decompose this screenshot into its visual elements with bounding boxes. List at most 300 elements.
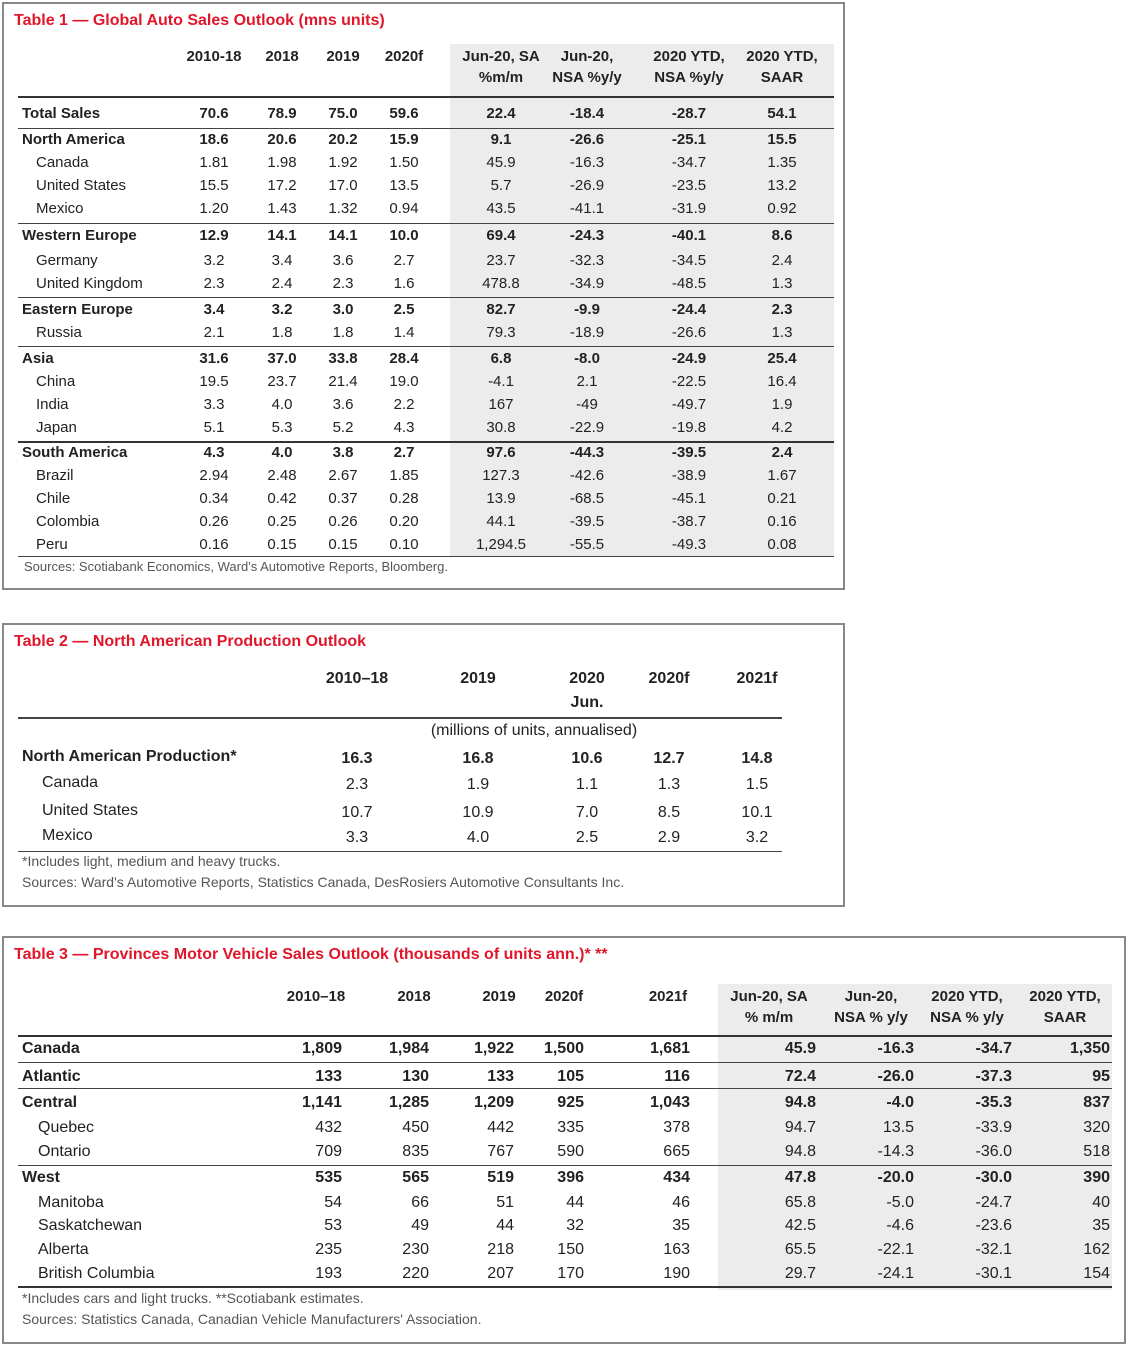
table-cell: -34.9	[569, 275, 605, 292]
t1-col-header: 2019	[326, 48, 360, 65]
table-cell: 2.3	[203, 275, 225, 292]
table-cell: 40	[1092, 1194, 1110, 1211]
table-cell: 170	[557, 1265, 584, 1282]
table-cell: 4.3	[393, 419, 415, 436]
table-cell: 320	[1083, 1119, 1110, 1136]
table-cell: 0.94	[389, 200, 419, 217]
table-cell: -26.9	[569, 177, 605, 194]
table-cell: 390	[1083, 1169, 1110, 1186]
t3-col-header: 2021f	[648, 988, 688, 1005]
table-cell: 21.4	[328, 373, 358, 390]
table-cell: 5.2	[332, 419, 354, 436]
table-cell: 54	[324, 1194, 342, 1211]
table-cell: 70.6	[199, 105, 229, 122]
table-cell: 193	[315, 1265, 342, 1282]
table-cell: 0.15	[267, 536, 297, 553]
table-cell: 1.92	[328, 154, 358, 171]
table-1-source: Sources: Scotiabank Economics, Ward's Automotive Reports, Bloomberg.	[24, 559, 448, 574]
table-cell: 18.6	[199, 131, 229, 148]
table-cell: 51	[496, 1194, 514, 1211]
table-cell: 42.5	[784, 1217, 816, 1234]
table-cell: 5.3	[271, 419, 293, 436]
table-cell: -49.3	[671, 536, 707, 553]
table-cell: 1,500	[543, 1040, 584, 1057]
table-cell: 207	[487, 1265, 514, 1282]
table-cell: 665	[663, 1143, 690, 1160]
table-cell: 1.6	[393, 275, 415, 292]
table-cell: 0.25	[267, 513, 297, 530]
row-label: Brazil	[36, 467, 74, 484]
t1-col-header: 2010-18	[186, 48, 242, 65]
table-cell: -14.3	[877, 1143, 914, 1160]
table-cell: 1.20	[199, 200, 229, 217]
row-label: Japan	[36, 419, 77, 436]
table-cell: 1.8	[332, 324, 354, 341]
table-cell: 30.8	[486, 419, 516, 436]
table-cell: 8.6	[771, 227, 793, 244]
table-cell: 82.7	[486, 301, 516, 318]
table-cell: 15.9	[389, 131, 419, 148]
table-cell: -31.9	[671, 200, 707, 217]
t3-col-header: Jun-20, NSA % y/y	[834, 988, 908, 1026]
table-cell: 0.92	[767, 200, 797, 217]
table-cell: 235	[315, 1241, 342, 1258]
table-cell: 434	[663, 1169, 690, 1186]
table-cell: 230	[402, 1241, 429, 1258]
table-cell: 565	[402, 1169, 429, 1186]
table-cell: -9.9	[574, 301, 600, 318]
table-cell: -18.4	[569, 105, 605, 122]
row-label: Canada	[22, 1040, 80, 1057]
table-cell: 1.3	[771, 324, 793, 341]
table-cell: 12.7	[653, 750, 685, 767]
t3-col-header: 2010–18	[286, 988, 346, 1005]
table-cell: 14.8	[741, 750, 773, 767]
t2-col-header: 2020 Jun.	[569, 670, 605, 711]
table-cell: 19.0	[389, 373, 419, 390]
table-cell: 0.08	[767, 536, 797, 553]
table-cell: -25.1	[671, 131, 707, 148]
row-label: Peru	[36, 536, 68, 553]
table-cell: 23.7	[267, 373, 297, 390]
table-cell: -34.7	[975, 1040, 1012, 1057]
t3-col-header: 2019	[482, 988, 516, 1005]
t3-col-header: Jun-20, SA % m/m	[730, 988, 808, 1026]
table-cell: 190	[663, 1265, 690, 1282]
table-cell: 2.4	[271, 275, 293, 292]
table-cell: 65.8	[784, 1194, 816, 1211]
table-cell: 0.26	[199, 513, 229, 530]
table-cell: 432	[315, 1119, 342, 1136]
table-cell: 0.34	[199, 490, 229, 507]
table-cell: 1.50	[389, 154, 419, 171]
table-cell: 17.0	[328, 177, 358, 194]
table-2-note: *Includes light, medium and heavy trucks.	[22, 853, 281, 869]
table-cell: 65.5	[784, 1241, 816, 1258]
table-cell: 6.8	[490, 350, 512, 367]
table-cell: 1,043	[649, 1094, 690, 1111]
table-cell: -4.0	[886, 1094, 914, 1111]
table-cell: 2.48	[267, 467, 297, 484]
table-cell: 478.8	[482, 275, 520, 292]
table-cell: 25.4	[767, 350, 797, 367]
table-cell: 3.6	[332, 396, 354, 413]
table-1-title: Table 1 — Global Auto Sales Outlook (mns units)	[14, 12, 385, 29]
row-label: Canada	[42, 774, 99, 791]
row-divider	[18, 223, 834, 224]
table-cell: 3.3	[345, 829, 369, 846]
table-cell: -24.4	[671, 301, 707, 318]
table-cell: 35	[672, 1217, 690, 1234]
row-label: British Columbia	[38, 1265, 155, 1282]
table-cell: 59.6	[389, 105, 419, 122]
table-cell: 16.8	[462, 750, 494, 767]
table-cell: 2.1	[203, 324, 225, 341]
table-cell: 1,984	[388, 1040, 429, 1057]
row-divider	[18, 1286, 1112, 1288]
table-cell: -30.1	[975, 1265, 1012, 1282]
row-label: Saskatchewan	[38, 1217, 143, 1234]
table-cell: 2.7	[393, 444, 415, 461]
table-cell: 79.3	[486, 324, 516, 341]
table-cell: 3.0	[332, 301, 354, 318]
table-cell: 8.5	[657, 804, 681, 821]
table-cell: 709	[315, 1143, 342, 1160]
table-cell: 47.8	[784, 1169, 816, 1186]
row-label: Atlantic	[22, 1068, 81, 1085]
table-cell: 1.8	[271, 324, 293, 341]
table-cell: 2.7	[393, 252, 415, 269]
table-cell: 1,922	[473, 1040, 514, 1057]
row-divider	[18, 346, 834, 347]
table-cell: -8.0	[574, 350, 600, 367]
table-cell: 72.4	[784, 1068, 816, 1085]
row-label: North America	[22, 131, 125, 148]
table-cell: 7.0	[575, 804, 599, 821]
table-cell: 925	[557, 1094, 584, 1111]
table-cell: 1.1	[575, 776, 599, 793]
table-cell: 28.4	[389, 350, 419, 367]
t2-col-header: 2010–18	[325, 670, 389, 687]
table-cell: 4.0	[271, 396, 293, 413]
t3-col-header: 2020 YTD, NSA % y/y	[930, 988, 1004, 1026]
row-label: Ontario	[38, 1143, 91, 1160]
table-cell: -38.7	[671, 513, 707, 530]
t1-col-header: 2020 YTD, SAAR	[746, 48, 818, 86]
table-cell: 44.1	[486, 513, 516, 530]
t2-col-header: 2019	[460, 670, 496, 687]
table-cell: 162	[1083, 1241, 1110, 1258]
table-cell: 94.8	[784, 1094, 816, 1111]
row-label: India	[36, 396, 69, 413]
row-divider	[18, 1088, 1112, 1089]
table-cell: -24.3	[569, 227, 605, 244]
table-cell: 519	[487, 1169, 514, 1186]
table-cell: 163	[663, 1241, 690, 1258]
table-cell: 2.4	[771, 444, 793, 461]
table-cell: 1.43	[267, 200, 297, 217]
row-divider	[18, 1062, 1112, 1063]
table-cell: 0.28	[389, 490, 419, 507]
table-cell: 0.15	[328, 536, 358, 553]
table-cell: 3.3	[203, 396, 225, 413]
table-cell: -26.6	[671, 324, 707, 341]
table-cell: -68.5	[569, 490, 605, 507]
table-cell: 1,350	[1069, 1040, 1110, 1057]
table-cell: 767	[487, 1143, 514, 1160]
table-cell: 1.85	[389, 467, 419, 484]
table-cell: -49.7	[671, 396, 707, 413]
table-cell: -45.1	[671, 490, 707, 507]
table-cell: 44	[496, 1217, 514, 1234]
table-cell: -20.0	[877, 1169, 914, 1186]
table-cell: 0.26	[328, 513, 358, 530]
table-cell: -22.9	[569, 419, 605, 436]
table-cell: -4.1	[488, 373, 514, 390]
table-cell: 94.7	[784, 1119, 816, 1136]
table-cell: 378	[663, 1119, 690, 1136]
table-cell: 20.2	[328, 131, 358, 148]
t1-col-header: 2020 YTD, NSA %y/y	[653, 48, 725, 86]
table-cell: -44.3	[569, 444, 605, 461]
row-divider	[18, 96, 834, 98]
table-cell: 442	[487, 1119, 514, 1136]
table-cell: 75.0	[328, 105, 358, 122]
table-cell: -42.6	[569, 467, 605, 484]
table-cell: 2.94	[199, 467, 229, 484]
table-cell: 44	[566, 1194, 584, 1211]
table-cell: 150	[557, 1241, 584, 1258]
table-cell: 13.2	[767, 177, 797, 194]
table-cell: 95	[1092, 1068, 1110, 1085]
row-label: United States	[36, 177, 127, 194]
table-1-panel	[2, 2, 845, 590]
table-cell: 3.2	[203, 252, 225, 269]
table-cell: -34.5	[671, 252, 707, 269]
table-cell: 4.3	[203, 444, 225, 461]
table-cell: 2.3	[771, 301, 793, 318]
table-cell: 45.9	[486, 154, 516, 171]
table-cell: -39.5	[671, 444, 707, 461]
row-label: Canada	[36, 154, 89, 171]
table-cell: 335	[557, 1119, 584, 1136]
table-cell: 450	[402, 1119, 429, 1136]
row-divider	[18, 1165, 1112, 1166]
table-cell: 49	[411, 1217, 429, 1234]
table-cell: -55.5	[569, 536, 605, 553]
table-cell: -18.9	[569, 324, 605, 341]
table-cell: 0.37	[328, 490, 358, 507]
table-cell: 837	[1083, 1094, 1110, 1111]
table-3-note: *Includes cars and light trucks. **Scotiabank estimates.	[22, 1290, 364, 1306]
table-cell: -26.0	[877, 1068, 914, 1085]
row-label: Western Europe	[22, 227, 137, 244]
table-cell: 835	[402, 1143, 429, 1160]
table-cell: 66	[411, 1194, 429, 1211]
row-label: Colombia	[36, 513, 100, 530]
t3-col-header: 2020f	[544, 988, 584, 1005]
table-cell: 78.9	[267, 105, 297, 122]
row-label: Central	[22, 1094, 78, 1111]
table-cell: 37.0	[267, 350, 297, 367]
table-cell: 15.5	[199, 177, 229, 194]
table-cell: 1,809	[301, 1040, 342, 1057]
row-label: United States	[42, 802, 139, 819]
table-cell: -26.6	[569, 131, 605, 148]
table-cell: 1.5	[745, 776, 769, 793]
t3-col-header: 2018	[397, 988, 431, 1005]
table-cell: 154	[1083, 1265, 1110, 1282]
row-label: Manitoba	[38, 1194, 104, 1211]
t3-col-header: 2020 YTD, SAAR	[1029, 988, 1101, 1026]
table-bottom-rule	[18, 851, 782, 852]
table-cell: 10.7	[341, 804, 373, 821]
table-cell: 29.7	[784, 1265, 816, 1282]
table-cell: -36.0	[975, 1143, 1012, 1160]
table-cell: -16.3	[569, 154, 605, 171]
table-cell: 94.8	[784, 1143, 816, 1160]
table-cell: 33.8	[328, 350, 358, 367]
table-cell: 2.4	[771, 252, 793, 269]
table-cell: 12.9	[199, 227, 229, 244]
row-label: Germany	[36, 252, 98, 269]
t1-col-header: 2018	[265, 48, 299, 65]
table-cell: 17.2	[267, 177, 297, 194]
table-cell: 1,141	[301, 1094, 342, 1111]
table-cell: 0.21	[767, 490, 797, 507]
row-label: Russia	[36, 324, 82, 341]
table-cell: -30.0	[975, 1169, 1012, 1186]
table-cell: -49	[576, 396, 598, 413]
table-cell: 1,681	[649, 1040, 690, 1057]
t2-col-header: 2021f	[736, 670, 778, 687]
row-label: Chile	[36, 490, 71, 507]
table-cell: 10.0	[389, 227, 419, 244]
row-label: United Kingdom	[36, 275, 143, 292]
table-3-source: Sources: Statistics Canada, Canadian Vehicle Manufacturers' Association.	[22, 1311, 482, 1327]
table-cell: 1.67	[767, 467, 797, 484]
table-cell: 3.6	[332, 252, 354, 269]
row-label: Total Sales	[22, 105, 101, 122]
table-cell: 2.1	[576, 373, 598, 390]
table-cell: 133	[315, 1068, 342, 1085]
table-2-title: Table 2 — North American Production Outlook	[14, 633, 367, 650]
table-cell: 1.3	[657, 776, 681, 793]
table-cell: -34.7	[671, 154, 707, 171]
table-cell: 9.1	[490, 131, 512, 148]
table-cell: -35.3	[975, 1094, 1012, 1111]
table-cell: 32	[566, 1217, 584, 1234]
table-cell: -37.3	[975, 1068, 1012, 1085]
table-cell: -24.9	[671, 350, 707, 367]
table-2-panel	[2, 623, 845, 907]
table-cell: -32.3	[569, 252, 605, 269]
table-cell: 1.32	[328, 200, 358, 217]
table-cell: -5.0	[886, 1194, 914, 1211]
row-label: Eastern Europe	[22, 301, 133, 318]
table-cell: 19.5	[199, 373, 229, 390]
row-label: Asia	[22, 350, 54, 367]
table-cell: 2.3	[332, 275, 354, 292]
row-label: Quebec	[38, 1119, 95, 1136]
table-cell: 1,209	[473, 1094, 514, 1111]
table-cell: 45.9	[784, 1040, 816, 1057]
table-cell: 2.5	[575, 829, 599, 846]
table-cell: 69.4	[486, 227, 516, 244]
table-cell: 13.9	[486, 490, 516, 507]
table-cell: 46	[672, 1194, 690, 1211]
table-3-panel	[2, 936, 1126, 1344]
table-cell: 3.4	[271, 252, 293, 269]
table-cell: 1,285	[388, 1094, 429, 1111]
table-cell: 10.6	[571, 750, 603, 767]
table-cell: 1.4	[393, 324, 415, 341]
table-cell: 0.10	[389, 536, 419, 553]
table-cell: 220	[402, 1265, 429, 1282]
table-cell: 518	[1083, 1143, 1110, 1160]
table-cell: 133	[487, 1068, 514, 1085]
table-cell: 130	[402, 1068, 429, 1085]
table-cell: 97.6	[486, 444, 516, 461]
table-cell: 23.7	[486, 252, 516, 269]
table-cell: 35	[1092, 1217, 1110, 1234]
table-cell: 22.4	[486, 105, 516, 122]
table-cell: 5.1	[203, 419, 225, 436]
table-cell: -22.1	[877, 1241, 914, 1258]
table-cell: 3.4	[203, 301, 225, 318]
table-cell: 16.4	[767, 373, 797, 390]
table-cell: 1.9	[771, 396, 793, 413]
table-cell: 53	[324, 1217, 342, 1234]
table-cell: -23.5	[671, 177, 707, 194]
table-2-source: Sources: Ward's Automotive Reports, Statistics Canada, DesRosiers Automotive Consultants Inc.	[22, 874, 625, 890]
table-cell: -40.1	[671, 227, 707, 244]
table-3-title: Table 3 — Provinces Motor Vehicle Sales Outlook (thousands of units ann.)* **	[14, 946, 608, 963]
table-cell: -19.8	[671, 419, 707, 436]
table-cell: 20.6	[267, 131, 297, 148]
table-cell: 31.6	[199, 350, 229, 367]
table-cell: 10.9	[462, 804, 494, 821]
table-cell: -32.1	[975, 1241, 1012, 1258]
table-cell: -16.3	[877, 1040, 914, 1057]
table-cell: 1.3	[771, 275, 793, 292]
table-cell: 54.1	[767, 105, 797, 122]
table-cell: 16.3	[341, 750, 373, 767]
table-cell: 3.2	[745, 829, 769, 846]
table-cell: 43.5	[486, 200, 516, 217]
table-cell: 1.35	[767, 154, 797, 171]
row-label: Mexico	[42, 827, 93, 844]
table-cell: 535	[315, 1169, 342, 1186]
table-cell: -38.9	[671, 467, 707, 484]
table-cell: -41.1	[569, 200, 605, 217]
table-cell: 2.9	[657, 829, 681, 846]
t1-col-header: Jun-20, NSA %y/y	[552, 48, 622, 86]
table-cell: -24.7	[975, 1194, 1012, 1211]
table-cell: 10.1	[741, 804, 773, 821]
table-cell: 4.2	[771, 419, 793, 436]
table-cell: -39.5	[569, 513, 605, 530]
table-cell: 2.2	[393, 396, 415, 413]
table-cell: 2.5	[393, 301, 415, 318]
table-cell: 0.42	[267, 490, 297, 507]
table-cell: 14.1	[267, 227, 297, 244]
units-label: (millions of units, annualised)	[430, 722, 638, 739]
table-cell: 167	[488, 396, 514, 413]
t1-col-header: Jun-20, SA %m/m	[462, 48, 540, 86]
table-cell: 1.9	[466, 776, 490, 793]
table-cell: -33.9	[975, 1119, 1012, 1136]
